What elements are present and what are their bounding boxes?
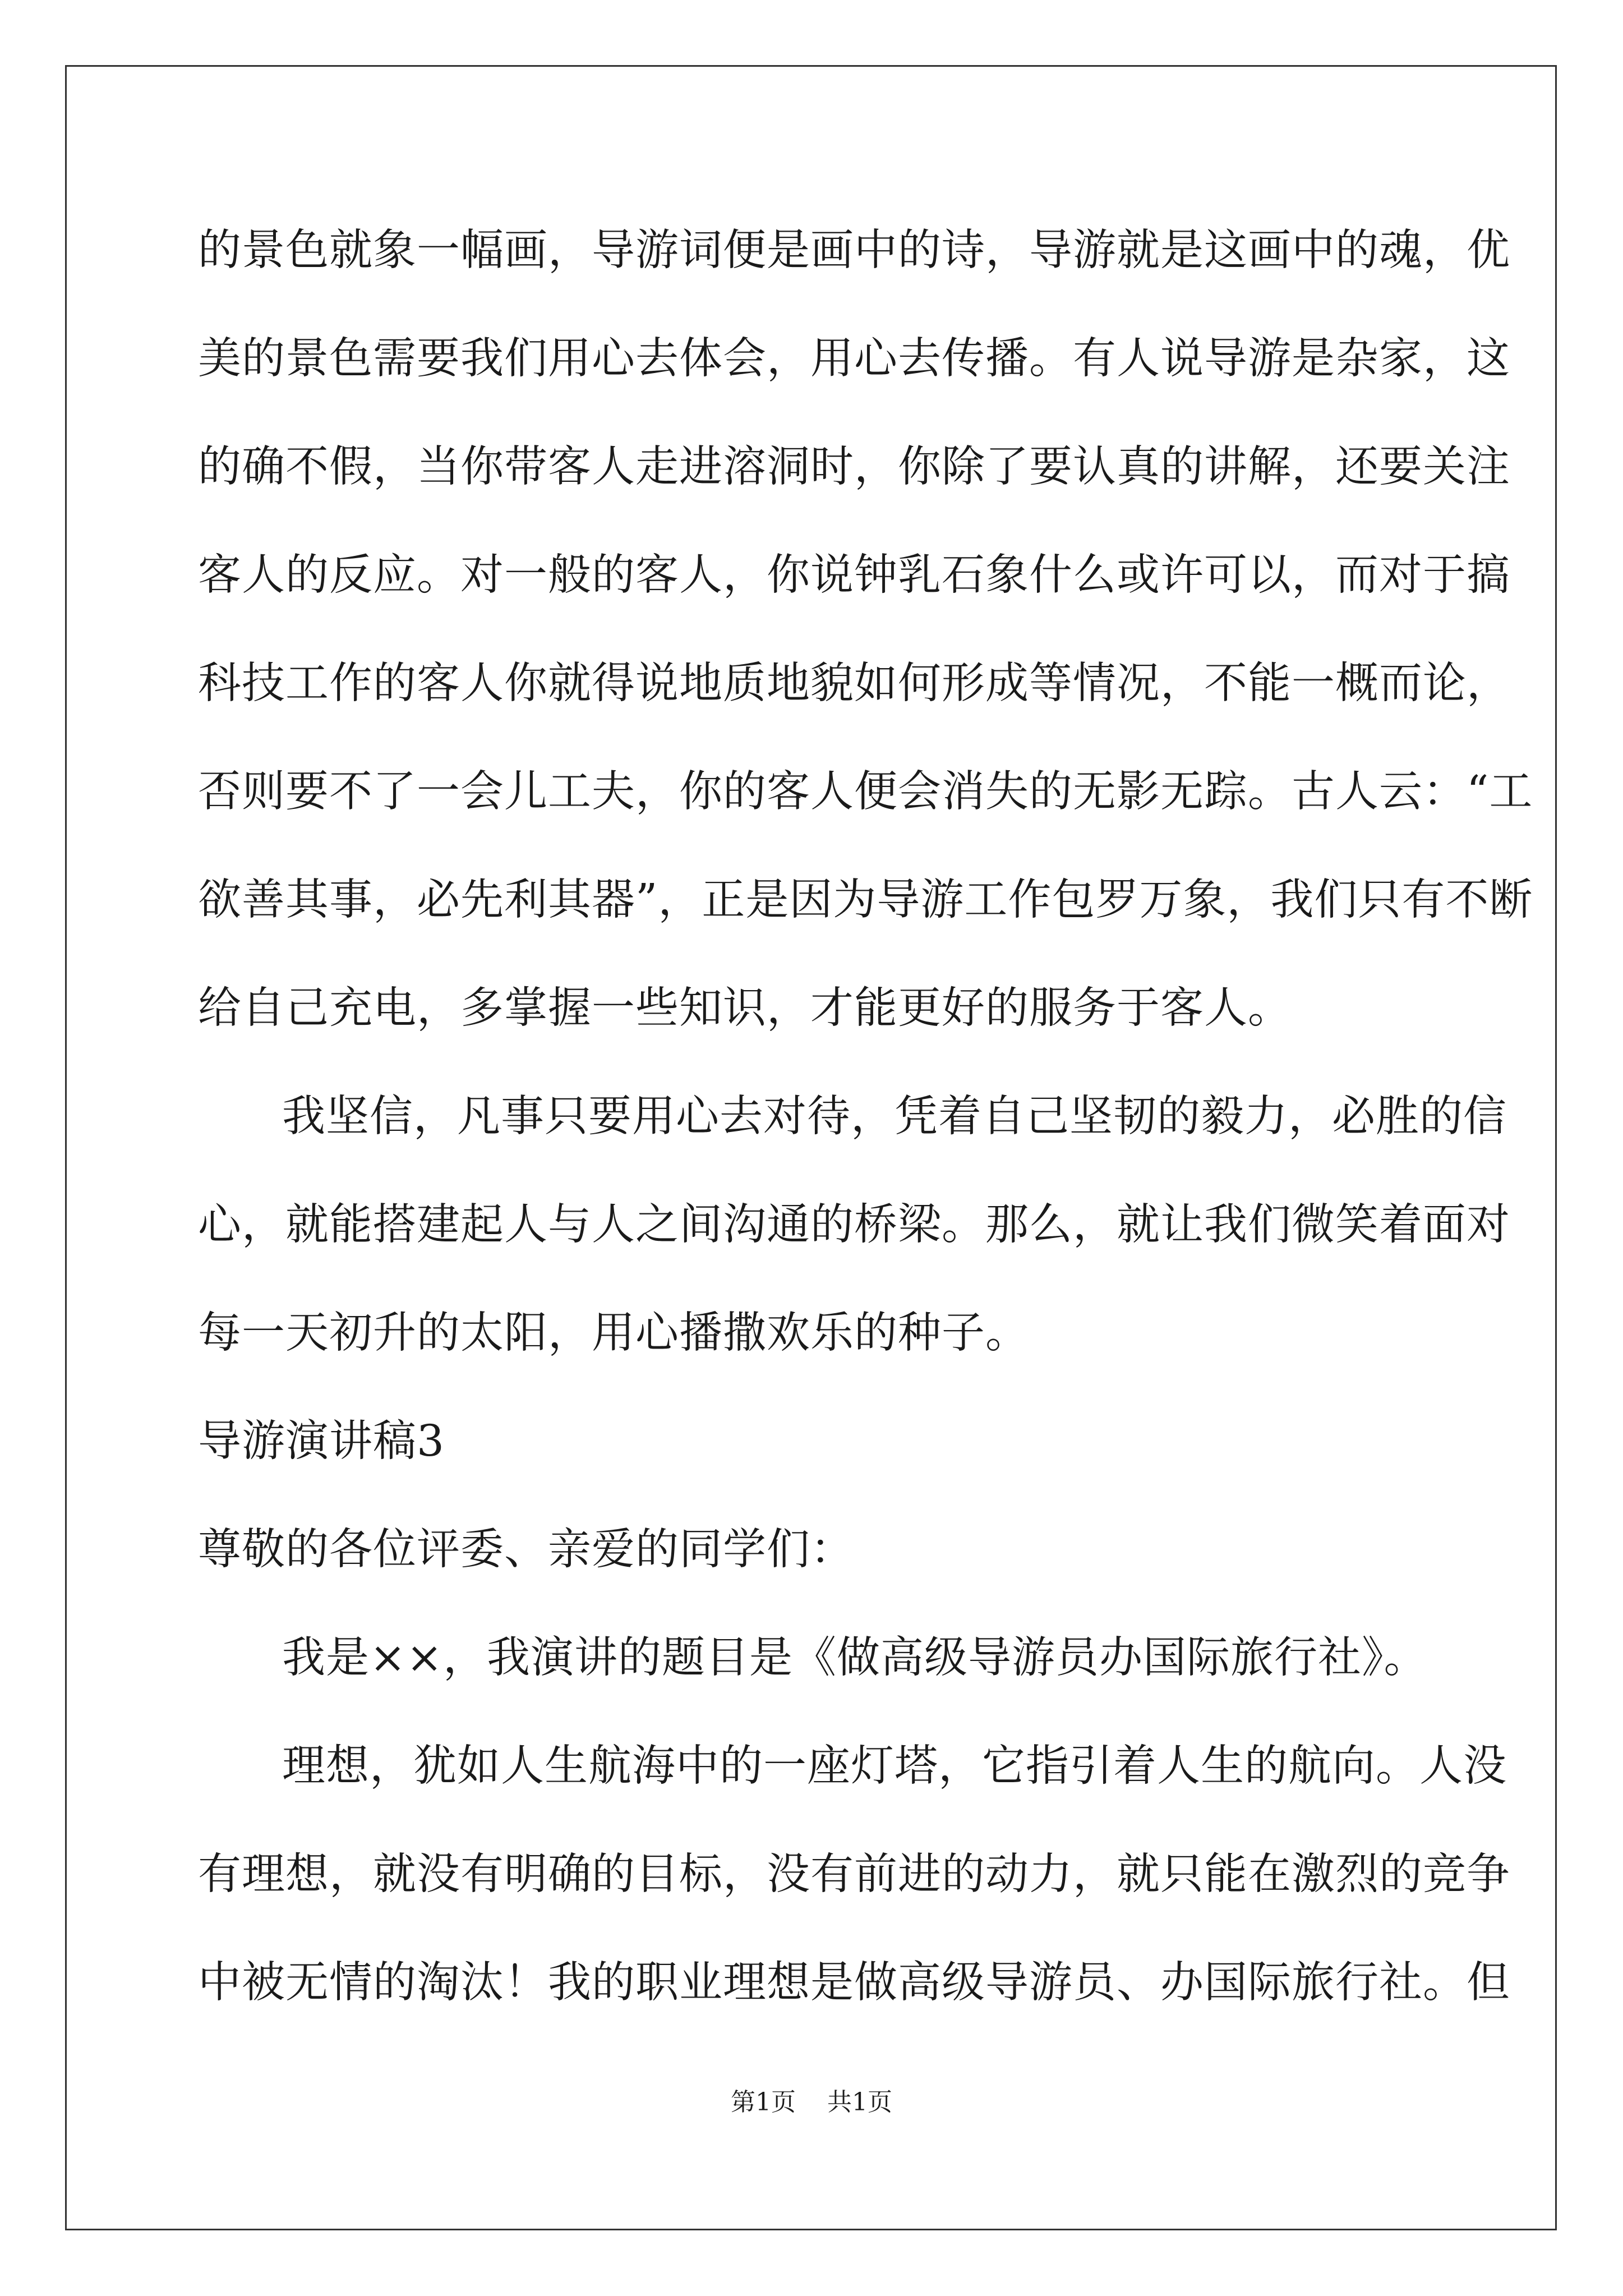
text-line: 客人的反应。对一般的客人，你说钟乳石象什么或许可以，而对于搞 [198, 550, 1510, 600]
text-line: 欲善其事，必先利其器”，正是因为导游工作包罗万象，我们只有不断 [198, 875, 1533, 925]
section-heading: 导游演讲稿3 [198, 1416, 445, 1466]
text-line: 中被无情的淘汰！我的职业理想是做高级导游员、办国际旅行社。但 [198, 1958, 1510, 2008]
paragraph-start: 我是××，我演讲的题目是《做高级导游员办国际旅行社》。 [282, 1633, 1428, 1683]
text-line: 科技工作的客人你就得说地质地貌如何形成等情况，不能一概而论， [198, 659, 1510, 708]
salutation: 尊敬的各位评委、亲爱的同学们： [198, 1525, 854, 1575]
text-line: 心，就能搭建起人与人之间沟通的桥梁。那么，就让我们微笑着面对 [198, 1200, 1510, 1250]
text-line: 的确不假，当你带客人走进溶洞时，你除了要认真的讲解，还要关注 [198, 442, 1510, 492]
paragraph-start: 理想，犹如人生航海中的一座灯塔，它指引着人生的航向。人没 [282, 1741, 1507, 1791]
text-line: 给自己充电，多掌握一些知识，才能更好的服务于客人。 [198, 983, 1292, 1033]
text-line: 每一天初升的太阳，用心播撒欢乐的种子。 [198, 1308, 1029, 1358]
text-line: 美的景色需要我们用心去体会，用心去传播。有人说导游是杂家，这 [198, 334, 1510, 384]
text-line: 的景色就象一幅画，导游词便是画中的诗，导游就是这画中的魂，优 [198, 226, 1510, 275]
paragraph-start: 我坚信，凡事只要用心去对待，凭着自己坚韧的毅力，必胜的信 [282, 1092, 1507, 1142]
page-number: 第1页 [731, 2088, 796, 2116]
text-line: 否则要不了一会儿工夫，你的客人便会消失的无影无踪。古人云：“工 [198, 767, 1533, 817]
page-footer [0, 2086, 1623, 2119]
text-line: 有理想，就没有明确的目标，没有前进的动力，就只能在激烈的竞争 [198, 1849, 1510, 1899]
page-total: 共1页 [827, 2088, 892, 2116]
document-body [198, 209, 1533, 2049]
